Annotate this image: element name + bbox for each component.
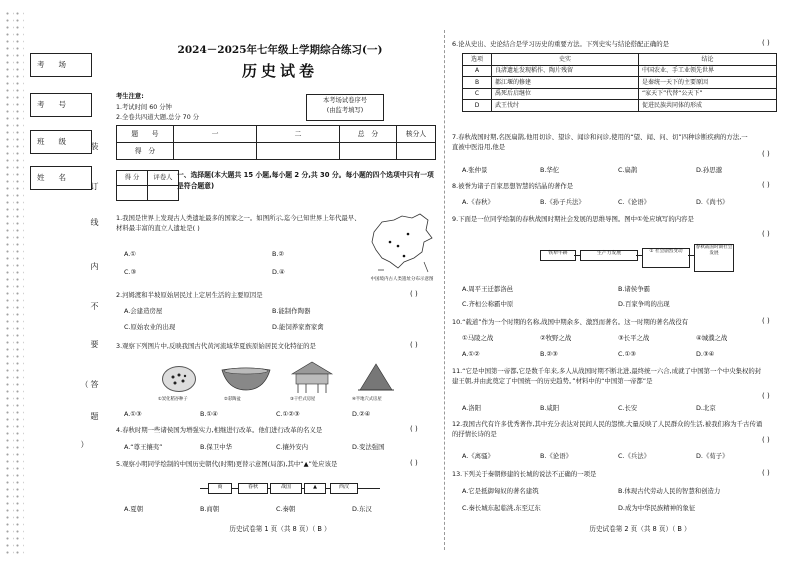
option: ④城濮之战 bbox=[696, 334, 728, 342]
q3-images bbox=[120, 358, 432, 408]
seat-box-label: 本考场试卷序号 bbox=[322, 97, 368, 104]
mind-map-box: ① 社会剧烈变动 bbox=[642, 248, 690, 268]
answer-blank[interactable]: ( ) bbox=[762, 181, 770, 189]
image-caption: ③干栏式房屋 bbox=[290, 397, 316, 402]
china-map-figure bbox=[368, 212, 436, 284]
option[interactable]: A.① bbox=[124, 250, 137, 258]
answer-blank[interactable]: ( ) bbox=[410, 459, 418, 467]
answer-blank[interactable]: ( ) bbox=[762, 469, 770, 477]
option[interactable]: A.会建造房屋 bbox=[124, 307, 163, 315]
image-caption: ②彩陶盆 bbox=[224, 397, 241, 402]
grader-cell[interactable] bbox=[148, 186, 179, 201]
option[interactable]: D.百家争鸣的出现 bbox=[618, 300, 670, 308]
answer-blank[interactable]: ( ) bbox=[410, 341, 418, 349]
table-cell: 中国农业、手工业领先世界 bbox=[639, 65, 777, 77]
image-caption: ①炭化稻谷种子 bbox=[158, 397, 188, 402]
option[interactable]: B.①④ bbox=[200, 410, 218, 418]
table-cell: A bbox=[463, 65, 492, 77]
option[interactable]: B.诸侯争霸 bbox=[618, 285, 650, 293]
subject-title: 历史试卷 bbox=[241, 62, 318, 80]
q6-table bbox=[462, 53, 777, 112]
option[interactable]: C.①②③ bbox=[276, 410, 300, 418]
binding-mark: 题 bbox=[90, 412, 99, 421]
table-cell: “家天下”代替“公天下” bbox=[639, 88, 777, 100]
table-cell: 促进民族共同体的形成 bbox=[639, 100, 777, 112]
option[interactable]: B.商朝 bbox=[200, 505, 220, 513]
score-cell[interactable] bbox=[340, 143, 397, 160]
score-header: 核分人 bbox=[397, 126, 436, 143]
page-footer: 历史试卷第 2 页（共 8 页）（ B ） bbox=[589, 525, 691, 533]
option[interactable]: C.③ bbox=[124, 268, 137, 276]
option[interactable]: B.② bbox=[272, 250, 285, 258]
option[interactable]: A.《春秋》 bbox=[462, 198, 494, 206]
option[interactable]: B.《论语》 bbox=[540, 452, 572, 460]
mind-map-box: 生产力发展 bbox=[580, 250, 638, 261]
binding-mark: 订 bbox=[90, 182, 99, 191]
option[interactable]: B.能制作陶器 bbox=[272, 307, 311, 315]
exam-notes bbox=[116, 92, 306, 124]
decorative-pattern bbox=[4, 10, 14, 555]
option: ①马陵之战 bbox=[462, 334, 494, 342]
score-cell[interactable] bbox=[257, 143, 340, 160]
answer-blank[interactable]: ( ) bbox=[762, 230, 770, 238]
question-4: 4.春秋时期一些诸侯国为增强实力,相继进行改革。他们进行改革的名义是 bbox=[116, 426, 323, 434]
option[interactable]: A.张仲景 bbox=[462, 166, 488, 174]
option[interactable]: C.秦朝 bbox=[276, 505, 296, 513]
table-cell: C bbox=[463, 88, 492, 100]
note-line: 1.考试时间 60 分钟 bbox=[116, 103, 172, 111]
map-caption: 中国境内古人类遗址分布示意图 bbox=[370, 276, 434, 282]
question-7: 7.春秋战国时期,名医扁鹊,他用切诊、望诊、闻诊和问诊,使用的“望、闻、问、切”四种诊断疾病的方法,一直被中医沿用,他是 bbox=[452, 133, 748, 151]
grader-score-cell[interactable] bbox=[117, 186, 148, 201]
score-table bbox=[116, 125, 436, 160]
semi-underground-house-image bbox=[356, 360, 396, 394]
option[interactable]: B.保卫中华 bbox=[200, 443, 232, 451]
option[interactable]: B.咸阳 bbox=[540, 404, 560, 412]
score-header: 一 bbox=[174, 126, 257, 143]
page-footer: 历史试卷第 1 页（共 8 页）（ B ） bbox=[229, 525, 331, 533]
option[interactable]: D.②④ bbox=[352, 410, 371, 418]
option[interactable]: D.北京 bbox=[696, 404, 716, 412]
option[interactable]: A.周平王迁都洛邑 bbox=[462, 285, 514, 293]
question-1: 1.我国是世界上发现古人类遗址最多的国家之一。如图所示,迄今已知世界上年代最早、材料最丰富的直立人遗址是( ) bbox=[116, 214, 361, 232]
binding-mark: 要 bbox=[90, 340, 99, 349]
mind-map-box: 春秋战国时期社会发展 bbox=[694, 244, 734, 272]
answer-blank[interactable]: ( ) bbox=[762, 39, 770, 47]
option[interactable]: A.“尊王攘夷” bbox=[124, 443, 163, 451]
answer-blank[interactable]: ( ) bbox=[762, 150, 770, 158]
image-caption: ④半地穴式房屋 bbox=[352, 397, 382, 402]
option[interactable]: D.成为中华民族精神的象征 bbox=[618, 504, 696, 512]
option[interactable]: A.《离骚》 bbox=[462, 452, 494, 460]
option[interactable]: D.变法强国 bbox=[352, 443, 385, 451]
score-header: 总 分 bbox=[340, 126, 397, 143]
seat-number-box bbox=[306, 94, 384, 121]
table-cell: 武王伐纣 bbox=[492, 100, 639, 112]
question-11: 11.“它是中国第一帝都,它是数千年来,多人从战国时期不断北进,最终统一六合,成就了中国第一个中央集权的封建王朝,并由此奠定了中国统一的历史趋势。”材料中的“中国第一帝都”是 bbox=[452, 367, 762, 385]
option[interactable]: B.体现古代劳动人民的智慧和创造力 bbox=[618, 487, 721, 495]
table-cell: 良渚遗址发现稻作、陶片残留 bbox=[492, 65, 639, 77]
table-header: 选项 bbox=[463, 54, 492, 66]
question-5: 5.观察小明同学绘制的中国历史朝代(时期)更替示意图(局部),其中“▲”处应该是 bbox=[116, 460, 338, 468]
table-cell: 禹死后启继位 bbox=[492, 88, 639, 100]
exam-number-field[interactable]: 考号 bbox=[30, 93, 92, 117]
binding-strip bbox=[0, 0, 98, 561]
option[interactable]: A.①② bbox=[462, 350, 480, 358]
table-header: 结论 bbox=[639, 54, 777, 66]
answer-blank[interactable]: ( ) bbox=[762, 436, 770, 444]
option[interactable]: C.①③ bbox=[618, 350, 636, 358]
question-13: 13.下列关于秦朝修建的长城的说法不正确的一项是 bbox=[452, 470, 597, 478]
timeline-box: 西汉 bbox=[330, 483, 358, 494]
score-cell[interactable] bbox=[397, 143, 436, 160]
class-field[interactable]: 班级 bbox=[30, 130, 92, 154]
question-12: 12.我国古代有许多优秀著作,其中充分表达对民间人民的怨愤,大量反映了人民群众的生活,被我们称为千古传诵的抒情长诗的是 bbox=[452, 420, 763, 438]
note-line: 2.全卷共四道大题,总分 70 分 bbox=[116, 114, 199, 122]
table-cell: D bbox=[463, 100, 492, 112]
option[interactable]: B.《孙子兵法》 bbox=[540, 198, 585, 206]
option[interactable]: D.孙思邈 bbox=[696, 166, 723, 174]
option[interactable]: A.①③ bbox=[124, 410, 142, 418]
option[interactable]: C.攘外安内 bbox=[276, 443, 309, 451]
dynasty-timeline bbox=[200, 480, 380, 498]
timeline-box: ▲ bbox=[304, 483, 326, 494]
grader-label: 评卷人 bbox=[148, 171, 179, 186]
table-row bbox=[463, 88, 777, 100]
mind-map bbox=[540, 244, 740, 280]
binding-mark: 装 bbox=[90, 142, 99, 151]
timeline-box: 战国 bbox=[270, 483, 302, 494]
option[interactable]: C.《兵法》 bbox=[618, 452, 651, 460]
timeline-box: 春秋 bbox=[238, 483, 268, 494]
score-header: 题 号 bbox=[117, 126, 174, 143]
question-9: 9.下面是一位同学绘制的春秋战国时期社会发展的思维导图。图中①处应填写的内容是 bbox=[452, 215, 694, 223]
answer-blank[interactable]: ( ) bbox=[410, 425, 418, 433]
option[interactable]: A.它是抵御匈奴的著名建筑 bbox=[462, 487, 539, 495]
table-row bbox=[463, 65, 777, 77]
question-2: 2.河姆渡和半坡原始居民过上定居生活的主要原因是 bbox=[116, 291, 263, 299]
binding-mark: ） bbox=[80, 440, 89, 449]
option: ③长平之战 bbox=[618, 334, 650, 342]
page-divider bbox=[444, 30, 445, 550]
table-cell: 是秦统一天下的主要原因 bbox=[639, 77, 777, 89]
option[interactable]: B.华佗 bbox=[540, 166, 560, 174]
binding-mark: 答 bbox=[90, 380, 99, 389]
option: ②牧野之战 bbox=[540, 334, 572, 342]
option[interactable]: A.夏朝 bbox=[124, 505, 144, 513]
option[interactable]: C.长安 bbox=[618, 404, 638, 412]
timeline-box: 商 bbox=[208, 483, 232, 494]
option[interactable]: D.④ bbox=[272, 268, 285, 276]
table-header: 史实 bbox=[492, 54, 639, 66]
option[interactable]: B.②③ bbox=[540, 350, 558, 358]
option[interactable]: C.扁鹊 bbox=[618, 166, 638, 174]
notes-title: 考生注意: bbox=[116, 93, 144, 100]
binding-mark: （ bbox=[80, 380, 89, 389]
map-icon bbox=[368, 212, 436, 274]
grader-table bbox=[116, 170, 179, 201]
option[interactable]: D.《荀子》 bbox=[696, 452, 729, 460]
table-row bbox=[463, 77, 777, 89]
question-6: 6.论从史出、史论结合是学习历史的重要方法。下列史实与结论搭配正确的是 bbox=[452, 40, 669, 48]
option[interactable]: A.洛阳 bbox=[462, 404, 482, 412]
question-10: 10.“载道”作为一个时期的名称,战国中期余多、激烈而著名。这一时期的著名战役有 bbox=[452, 318, 689, 326]
stilt-house-image bbox=[290, 360, 334, 394]
painted-pottery-image bbox=[220, 366, 272, 392]
score-header: 二 bbox=[257, 126, 340, 143]
exam-title: 2024－2025年七年级上学期综合练习(一) bbox=[177, 44, 383, 56]
binding-mark: 线 bbox=[90, 218, 99, 227]
option[interactable]: C.秦长城东起临洮,东至辽东 bbox=[462, 504, 541, 512]
option[interactable]: C.齐桓公称霸中原 bbox=[462, 300, 514, 308]
seat-box-note: (由监考填写) bbox=[326, 106, 364, 114]
option[interactable]: C.原始农业的出现 bbox=[124, 323, 176, 331]
answer-blank[interactable]: ( ) bbox=[410, 290, 418, 298]
section-heading: 一、选择题(本大题共 15 小题,每小题 2 分,共 30 分。每小题的四个选项中只有一项是符合题意) bbox=[177, 171, 434, 191]
exam-room-field[interactable]: 考场 bbox=[30, 53, 92, 77]
option[interactable]: C.《论语》 bbox=[618, 198, 651, 206]
score-cell[interactable] bbox=[174, 143, 257, 160]
answer-blank[interactable]: ( ) bbox=[762, 317, 770, 325]
rice-seeds-image bbox=[162, 366, 196, 392]
answer-blank[interactable]: ( ) bbox=[762, 392, 770, 400]
option[interactable]: D.东汉 bbox=[352, 505, 372, 513]
option[interactable]: D.③④ bbox=[696, 350, 715, 358]
table-cell: B bbox=[463, 77, 492, 89]
binding-mark: 不 bbox=[90, 302, 99, 311]
table-row bbox=[463, 100, 777, 112]
name-field[interactable]: 姓名 bbox=[30, 166, 92, 190]
option[interactable]: D.《尚书》 bbox=[696, 198, 729, 206]
option[interactable]: D.能饲养家畜家禽 bbox=[272, 323, 324, 331]
binding-mark: 内 bbox=[90, 262, 99, 271]
score-label: 得 分 bbox=[117, 143, 174, 160]
question-8: 8.被誉为诸子百家思想智慧的结晶的著作是 bbox=[452, 182, 574, 190]
question-3: 3.观察下列图片中,反映我国古代黄河流域华夏族原始居民文化特征的是 bbox=[116, 342, 316, 350]
mind-map-box: 铁犁牛耕 bbox=[540, 250, 576, 261]
grader-score-label: 得 分 bbox=[117, 171, 148, 186]
decorative-pattern bbox=[14, 10, 24, 555]
table-cell: 都江堰的修建 bbox=[492, 77, 639, 89]
